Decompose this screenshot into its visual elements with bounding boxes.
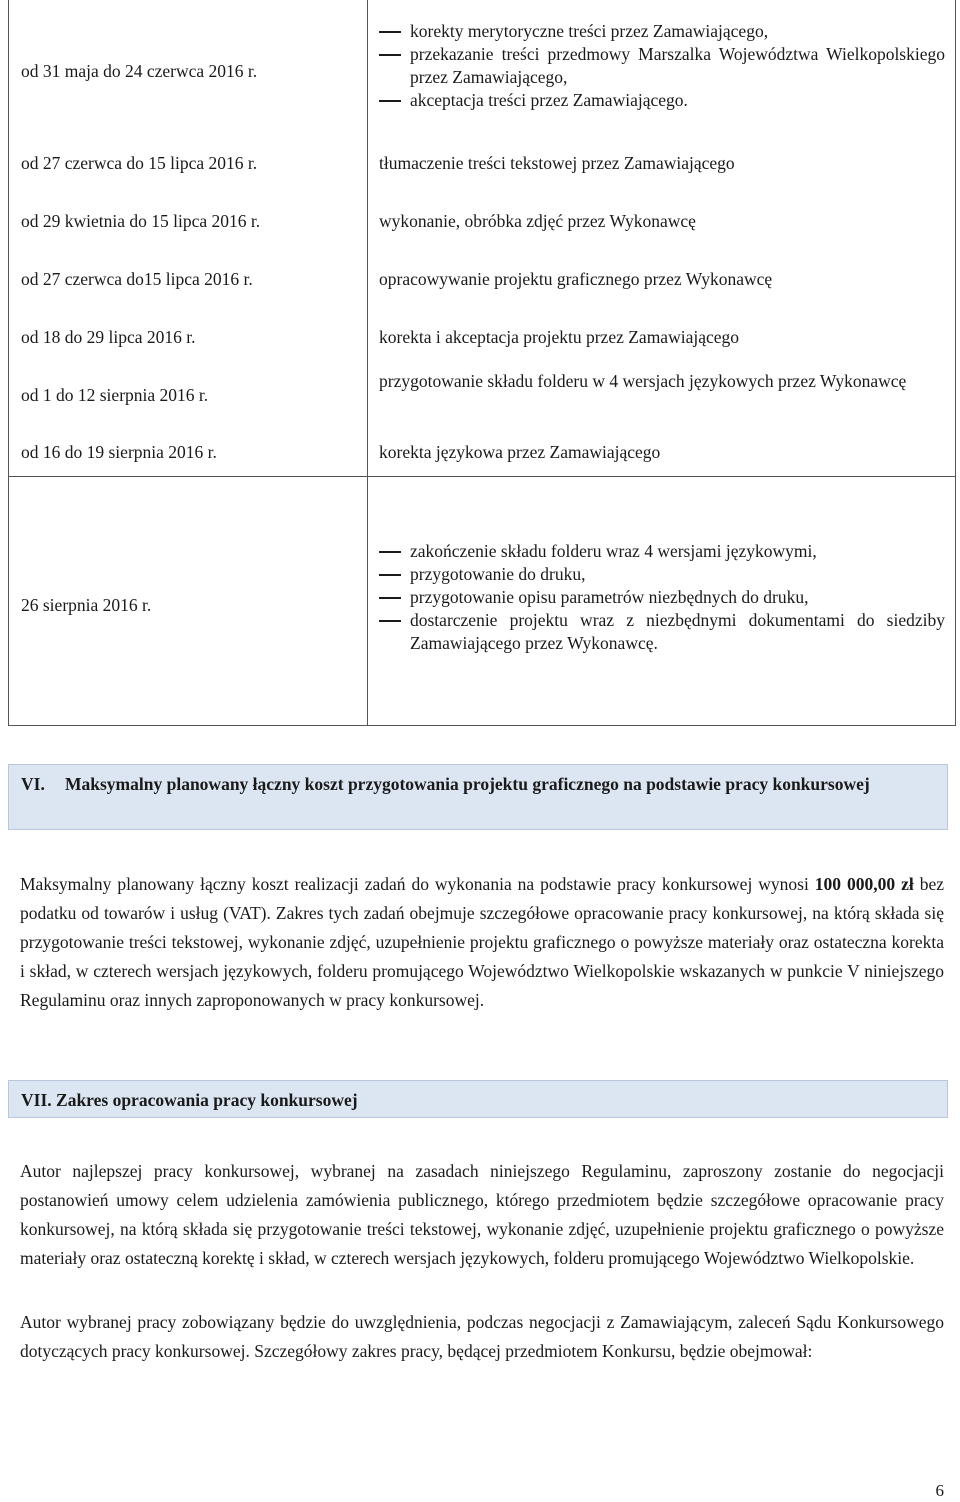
- section-title: Zakres opracowania pracy konkursowej: [56, 1090, 358, 1110]
- dash-icon: [379, 620, 401, 622]
- row-divider: [9, 476, 955, 477]
- section-number: VI.: [21, 774, 45, 794]
- schedule-bullet-item: zakończenie składu folderu wraz 4 wersjami językowymi,: [373, 540, 945, 563]
- section-paragraph: Autor najlepszej pracy konkursowej, wybranej na zasadach niniejszego Regulaminu, zaproszony zostanie do negocjacji postanowień umowy celem udzielenia zamówienia publicznego, którego przedmiotem będzie szczegółowe opracowanie pracy konkursowej, na którą składa się przygotowanie treści tekstowej, wykonanie zdjęć, uzupełnienie projektu graficznego o powyższe materiały oraz ostateczną korektę i skład, w czterech wersjach językowych, folderu promującego Województwo Wielkopolskie.: [20, 1161, 944, 1268]
- page-number: 6: [935, 1481, 944, 1500]
- schedule-description: przygotowanie składu folderu w 4 wersjach językowych przez Wykonawcę: [379, 371, 907, 391]
- section-number: VII.: [21, 1090, 52, 1110]
- schedule-bullet-item: przygotowanie do druku,: [373, 563, 945, 586]
- schedule-date: od 31 maja do 24 czerwca 2016 r.: [21, 61, 258, 81]
- schedule-table: [8, 0, 956, 726]
- schedule-description: korekta i akceptacja projektu przez Zamawiającego: [379, 327, 740, 347]
- section-heading-vii: [8, 1080, 948, 1118]
- schedule-date: 26 sierpnia 2016 r.: [21, 595, 152, 615]
- schedule-date: od 29 kwietnia do 15 lipca 2016 r.: [21, 211, 261, 231]
- schedule-bullet-item: przygotowanie opisu parametrów niezbędnych do druku,: [373, 586, 945, 609]
- schedule-bullet-item: korekty merytoryczne treści przez Zamawiającego,: [373, 20, 945, 43]
- schedule-description: wykonanie, obróbka zdjęć przez Wykonawcę: [379, 211, 696, 231]
- schedule-bullet-item: dostarczenie projektu wraz z niezbędnymi dokumentami do siedziby Zamawiającego przez Wykonawcę.: [373, 609, 945, 655]
- dash-icon: [379, 597, 401, 599]
- schedule-description: korekta językowa przez Zamawiającego: [379, 442, 661, 462]
- schedule-date: od 27 czerwca do15 lipca 2016 r.: [21, 269, 253, 289]
- dash-icon: [379, 54, 401, 56]
- schedule-date: od 16 do 19 sierpnia 2016 r.: [21, 442, 217, 462]
- schedule-description: tłumaczenie treści tekstowej przez Zamawiającego: [379, 153, 735, 173]
- schedule-date: od 27 czerwca do 15 lipca 2016 r.: [21, 153, 258, 173]
- section-paragraph: Autor wybranej pracy zobowiązany będzie do uwzględnienia, podczas negocjacji z Zamawiającym, zaleceń Sądu Konkursowego dotyczących pracy konkursowej. Szczegółowy zakres pracy, będącej przedmiotem Konkursu, będzie obejmował:: [20, 1312, 944, 1361]
- schedule-bullet-list: [373, 20, 945, 112]
- dash-icon: [379, 100, 401, 102]
- schedule-bullet-item: przekazanie treści przedmowy Marszalka Województwa Wielkopolskiego przez Zamawiającego,: [373, 43, 945, 89]
- schedule-bullet-item: akceptacja treści przez Zamawiającego.: [373, 89, 945, 112]
- dash-icon: [379, 31, 401, 33]
- schedule-description: opracowywanie projektu graficznego przez Wykonawcę: [379, 269, 773, 289]
- amount-value: 100 000,00 zł: [814, 874, 914, 894]
- dash-icon: [379, 551, 401, 553]
- schedule-date: od 18 do 29 lipca 2016 r.: [21, 327, 196, 347]
- section-title: Maksymalny planowany łączny koszt przygotowania projektu graficznego na podstawie pracy konkursowej: [65, 774, 870, 794]
- section-paragraph: Maksymalny planowany łączny koszt realizacji zadań do wykonania na podstawie pracy konkursowej wynosi 100 000,00 zł bez podatku od towarów i usług (VAT). Zakres tych zadań obejmuje szczegółowe opracowanie pracy konkursowej, na którą składa się przygotowanie treści tekstowej, wykonanie zdjęć, uzupełnienie projektu graficznego o powyższe materiały oraz ostateczna korekta i skład, w czterech wersjach językowych, folderu promującego Województwo Wielkopolskie wskazanych w punkcie V niniejszego Regulaminu oraz innych zaproponowanych w pracy konkursowej.: [20, 874, 944, 1010]
- column-divider: [367, 0, 368, 725]
- section-heading-vi: [8, 764, 948, 830]
- schedule-bullet-list: [373, 540, 945, 655]
- dash-icon: [379, 574, 401, 576]
- schedule-date: od 1 do 12 sierpnia 2016 r.: [21, 385, 209, 405]
